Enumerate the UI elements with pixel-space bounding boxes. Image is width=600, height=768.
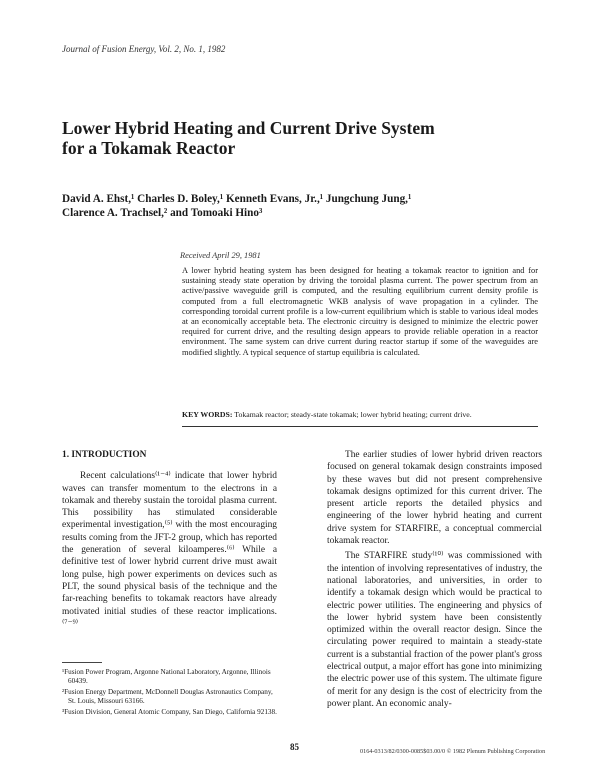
journal-header: Journal of Fusion Energy, Vol. 2, No. 1, 1982 [62,44,226,54]
section-heading: 1. INTRODUCTION [62,450,147,460]
footnotes [62,668,277,718]
footnote-1: ¹Fusion Power Program, Argonne National Laboratory, Argonne, Illinois 60439. [62,668,271,686]
footnote-divider [62,662,102,663]
keywords [182,410,542,419]
abstract-divider [182,426,538,427]
left-column [62,449,277,630]
right-column [327,449,542,710]
intro-paragraph-2: The earlier studies of lower hybrid driven reactors focused on general tokamak design constraints imposed by these waves but did not present comprehensive tokamak designs optimized for this current driver. The present article reports the detailed physics and engineering of the lower hybrid heating and current drive system for STARFIRE, a conceptual commercial tokamak reactor. [327,450,542,547]
keywords-label: KEY WORDS: [182,410,233,419]
footnote-2: ²Fusion Energy Department, McDonnell Douglas Astronautics Company, St. Louis, Missouri 63166. [62,687,273,706]
intro-paragraph-1: Recent calculations⁽¹⁻⁴⁾ indicate that lower hybrid waves can transfer momentum to the electrons in a tokamak and thereby sustain the toroidal plasma current. This possibility has stimulated considerable experimental investigation,⁽⁵⁾ with the most encouraging results coming from the JFT-2 group, which has reported the generation of several kiloamperes.⁽⁶⁾ While a definitive test of lower hybrid current drive must await long pulse, high power experiments on devices such as PLT, the sound physical basis of the technique and the far-reaching benefits to tokamak reactors have already motivated initial studies of these reactor implications.⁽⁷⁻⁹⁾ [62,471,277,629]
title-line-2: for a Tokamak Reactor [62,138,236,158]
authors-line-1: David A. Ehst,¹ Charles D. Boley,¹ Kenneth Evans, Jr.,¹ Jungchung Jung,¹ [62,193,412,205]
page-number: 85 [290,742,299,752]
footnote-3: ³Fusion Division, General Atomic Company, San Diego, California 92138. [62,707,277,716]
copyright-line: 0164-0313/82/0300-0085$03.00/0 © 1982 Plenum Publishing Corporation [360,748,546,755]
abstract: A lower hybrid heating system has been designed for heating a tokamak reactor to ignition and for sustaining steady state operation by driving the toroidal plasma current. The power spectrum from an active/passive waveguide grill is computed, and the resulting equilibrium current density profile is computed from a full electromagnetic WKB analysis of wave propagation in a cylinder. The corresponding toroidal current profile is a low-current equilibrium which is stable to various ideal modes at an economically acceptable beta. The electronic circuitry is designed to minimize the electric power required for current drive, and the resulting design appears to provide reliable operation in a reactor environment. The same system can drive current during reactor startup if some of the waveguides are modified slightly. A typical sequence of startup equilibria is calculated. [182,266,538,357]
article-title [62,118,532,158]
authors-line-2: Clarence A. Trachsel,² and Tomoaki Hino³ [62,207,263,219]
intro-paragraph-3: The STARFIRE study⁽¹⁰⁾ was commissioned with the intention of involving representatives of industry, the national laboratories, and universities, in order to identify a tokamak design which would be practical to electric power utilities. The engineering and physics of the lower hybrid system have been consistently optimized within the overall reactor design. Since the circulating power required to maintain a steady-state current is a substantial fraction of the power plant's gross electrical output, a major effort has gone into minimizing the electric power use of this system. The ultimate figure of merit for any design is the cost of electricity from the power plant. An economic analy- [327,551,542,709]
author-list [62,192,532,220]
received-date: Received April 29, 1981 [180,251,261,260]
title-line-1: Lower Hybrid Heating and Current Drive System [62,118,435,138]
keywords-text: Tokamak reactor; steady-state tokamak; lower hybrid heating; current drive. [234,410,472,419]
